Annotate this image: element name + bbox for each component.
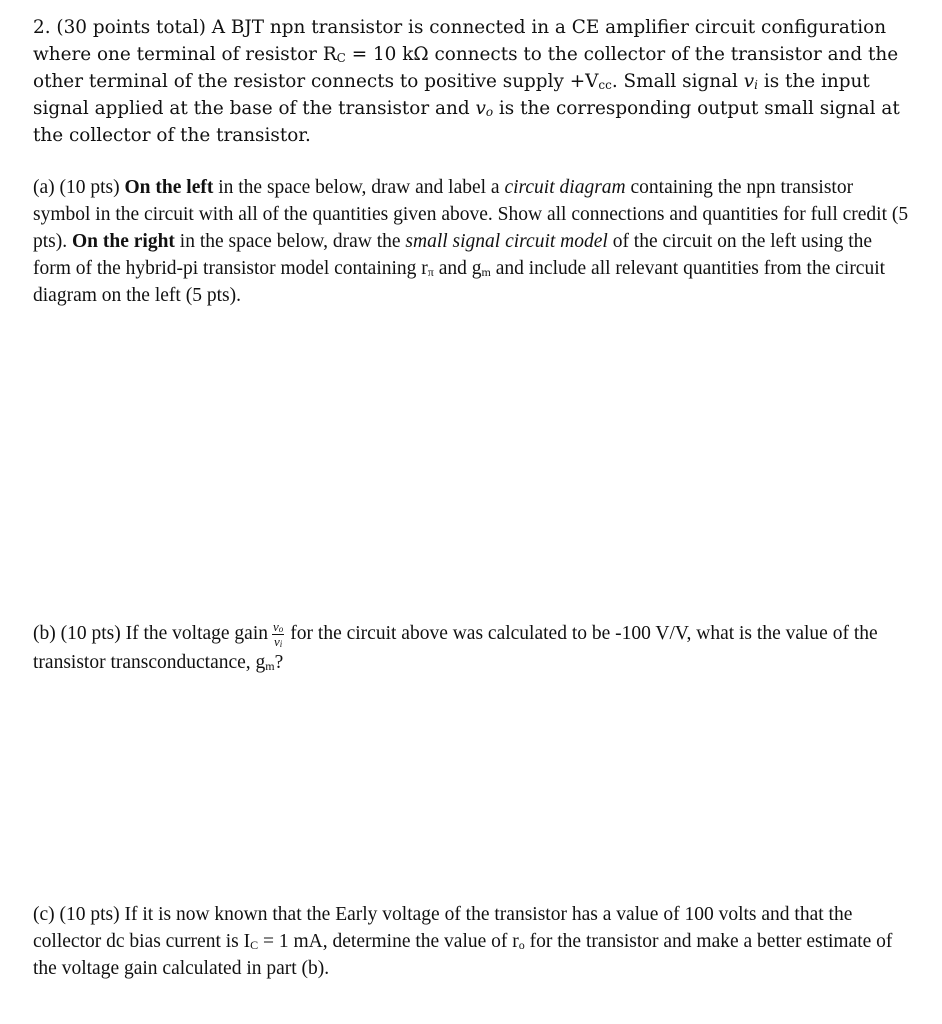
part-a bbox=[33, 174, 913, 309]
part-a-text: in the space below, draw the bbox=[174, 231, 406, 252]
part-a-text: (a) (10 pts) bbox=[33, 177, 125, 198]
part-b-text: (b) (10 pts) If the voltage gain bbox=[33, 623, 269, 644]
part-a-text: containing the npn transistor symbol in the circuit with all of the quantities given above. Show all connections and quantities for full credit (5 pts). bbox=[33, 177, 909, 252]
fraction-denominator: $v_i$ bbox=[274, 634, 283, 650]
gm-subscript: m bbox=[481, 265, 491, 279]
part-a-text: and include all relevant quantities from the circuit diagram on the left (5 pts). bbox=[33, 258, 886, 306]
problem-text: is the input signal applied at the base of the transistor and bbox=[33, 71, 870, 119]
problem-text: . Small signal bbox=[611, 71, 744, 92]
problem-text: = 10 kΩ connects to the collector of the transistor and the other terminal of the resistor connects to positive supply +V bbox=[33, 44, 899, 92]
rpi-subscript: π bbox=[427, 265, 434, 279]
part-a-bold: On the right bbox=[72, 231, 175, 252]
part-a-text: of the circuit on the left using the form of the hybrid-pi transistor model containing r bbox=[33, 231, 873, 279]
part-b-text: ? bbox=[274, 652, 284, 674]
vcc-subscript: cc bbox=[598, 78, 612, 92]
part-b bbox=[33, 620, 913, 676]
part-c-text: for the transistor and make a better estimate of the voltage gain calculated in part (b). bbox=[33, 931, 893, 979]
part-a-italic: small signal circuit model bbox=[405, 231, 608, 252]
fraction-numerator: $v_o$ bbox=[273, 619, 284, 635]
ro-subscript: o bbox=[518, 938, 525, 952]
ic-subscript: C bbox=[250, 938, 259, 952]
gm-subscript: m bbox=[265, 659, 275, 674]
part-b-text: for the circuit above was calculated to be -100 V/V, what is the value of the transistor transconductance, g bbox=[33, 623, 878, 674]
gain-fraction bbox=[272, 620, 284, 649]
vi-subscript: i bbox=[754, 78, 759, 92]
problem-text: 2. (30 points total) A BJT npn transistor is connected in a CE amplifier circuit configuration where one terminal of resistor R bbox=[33, 17, 887, 65]
part-c-text: = 1 mA, determine the value of r bbox=[258, 931, 519, 952]
part-c-text: (c) (10 pts) If it is now known that the Early voltage of the transistor has a value of 100 volts and that the collector dc bias current is I bbox=[33, 904, 853, 952]
part-c bbox=[33, 901, 913, 982]
vo-subscript: o bbox=[485, 105, 494, 119]
vo-variable: v bbox=[475, 98, 486, 119]
part-a-bold: On the left bbox=[124, 177, 214, 198]
vi-variable: v bbox=[743, 71, 755, 92]
problem-text: is the corresponding output small signal at the collector of the transistor. bbox=[33, 98, 900, 146]
problem-statement bbox=[33, 14, 913, 149]
part-a-italic: circuit diagram bbox=[504, 177, 626, 198]
rc-subscript: C bbox=[336, 51, 346, 65]
part-a-text: and g bbox=[433, 258, 482, 279]
part-a-text: in the space below, draw and label a bbox=[213, 177, 505, 198]
